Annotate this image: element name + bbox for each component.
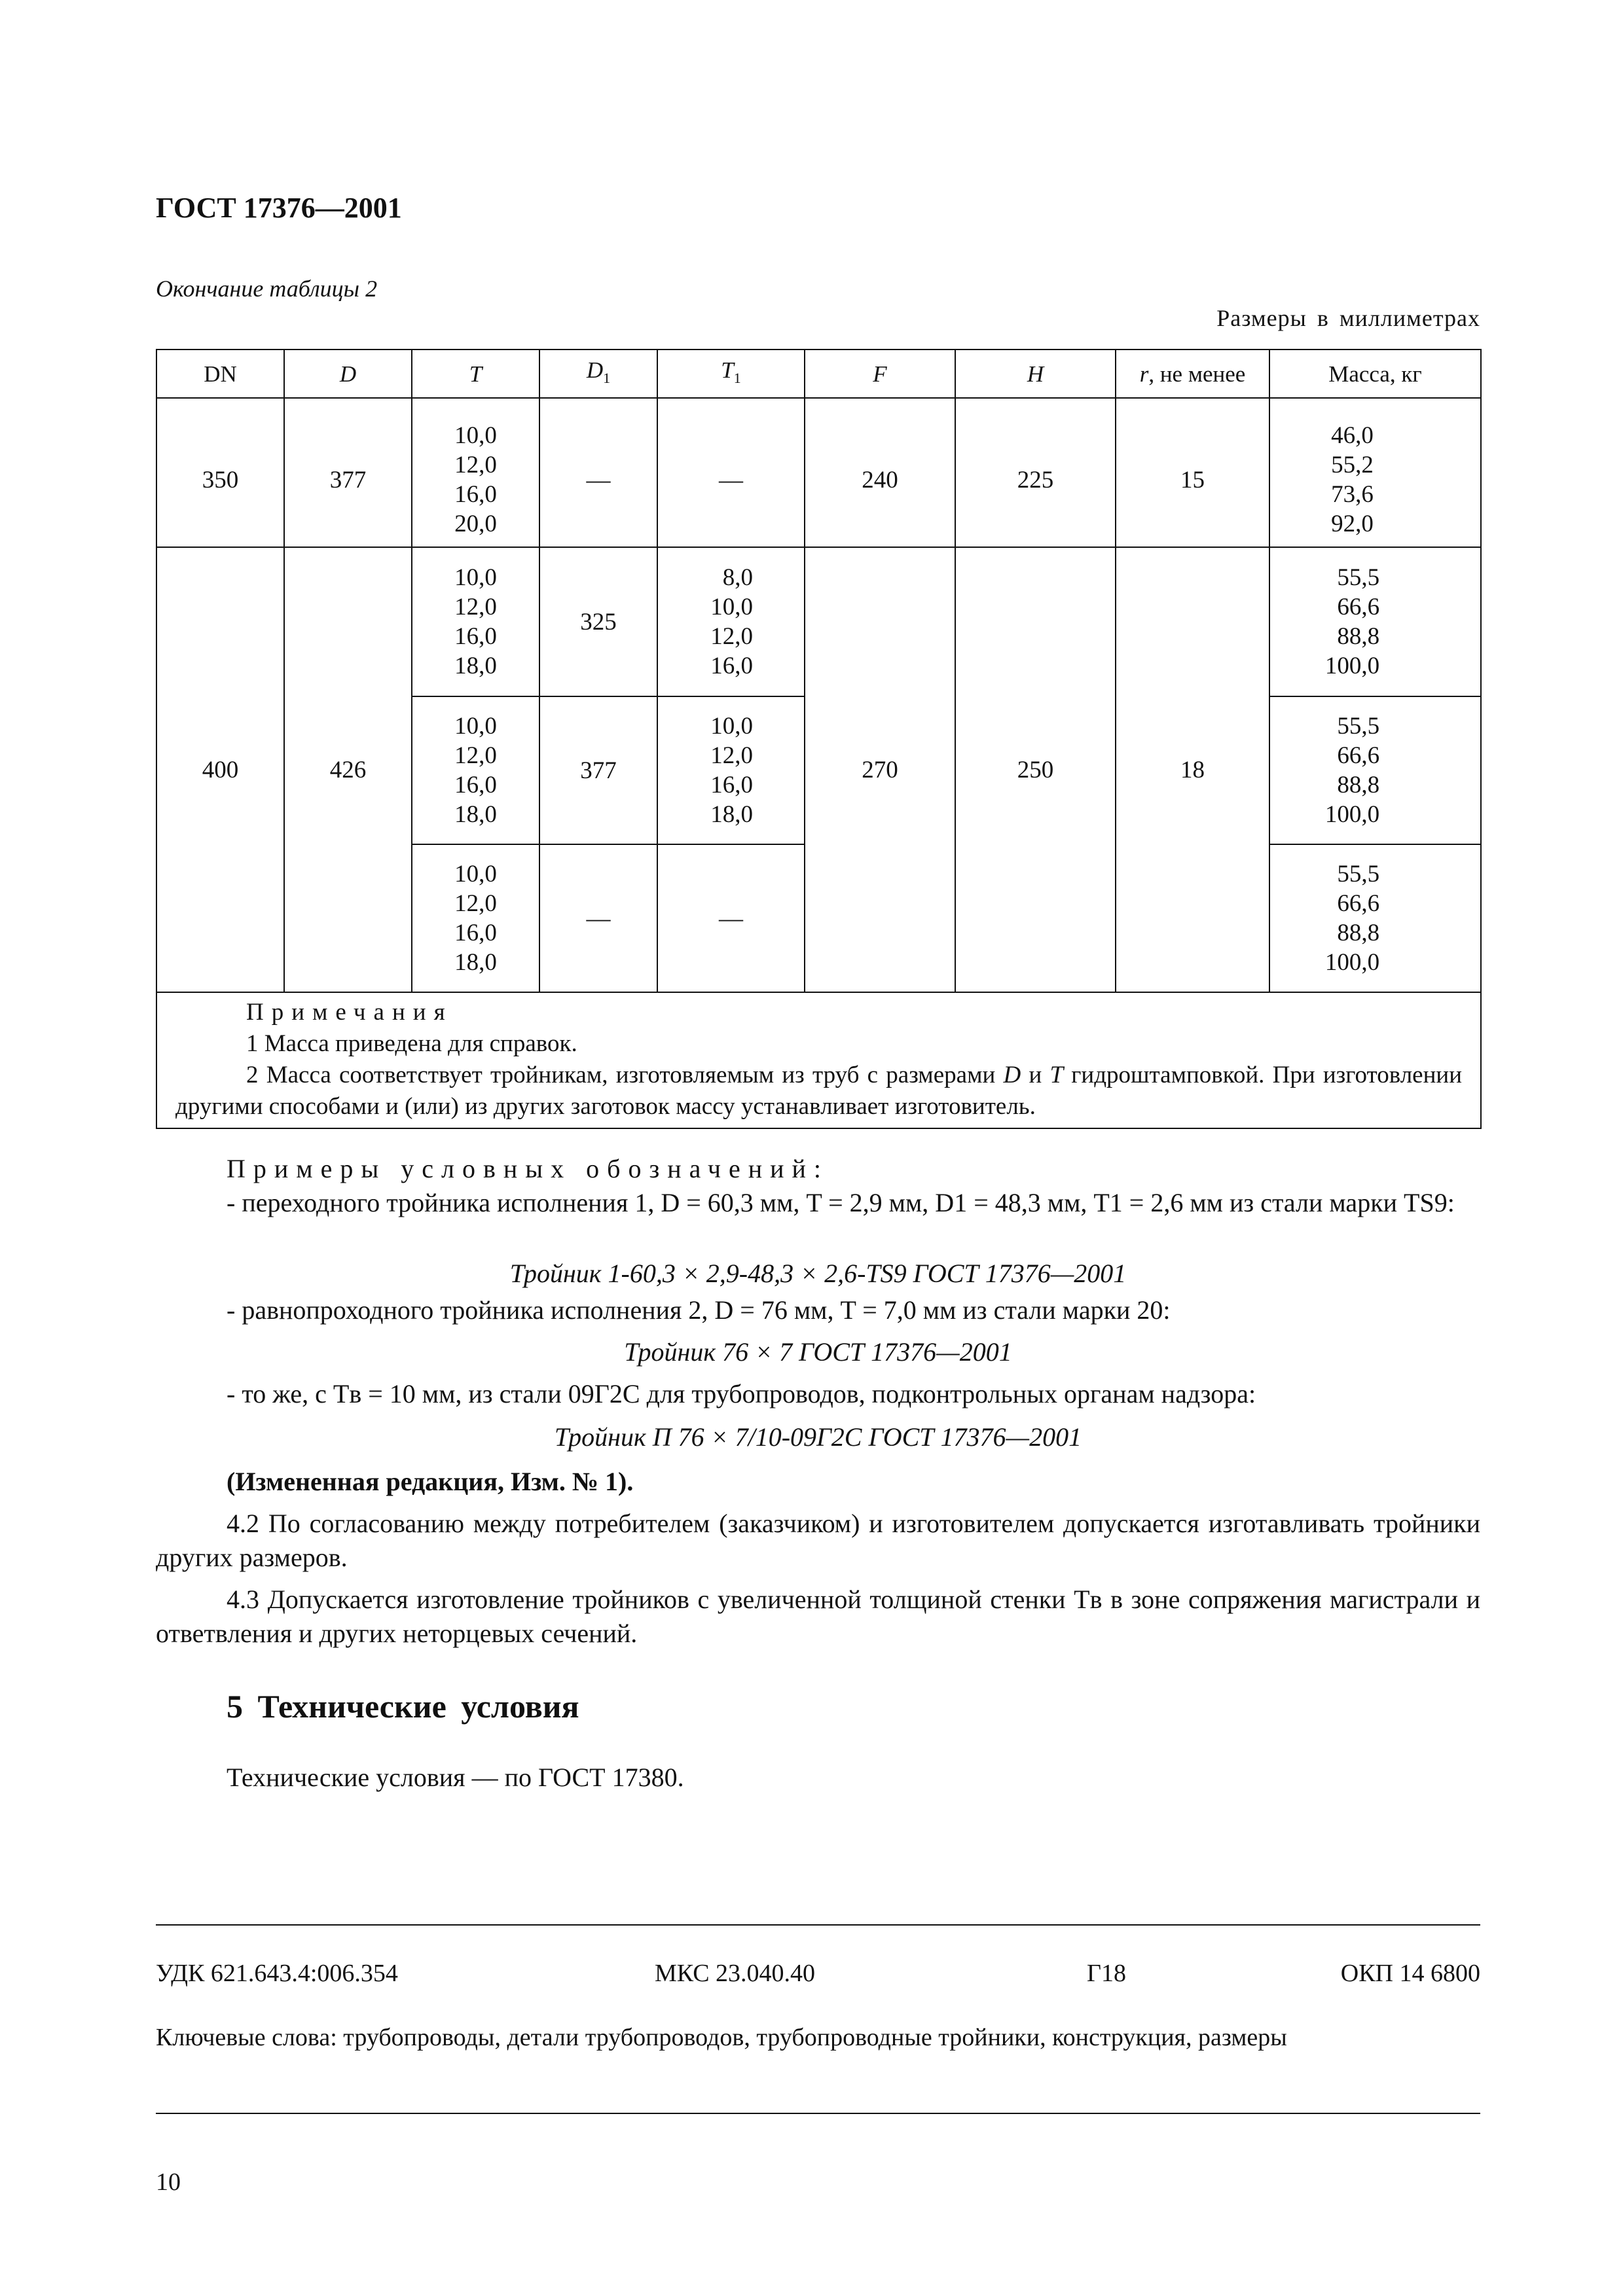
examples-title: Примеры условных обозначений: bbox=[227, 1154, 830, 1183]
table-row-350 bbox=[156, 413, 1481, 547]
cell-t: 10,0 12,0 16,0 20,0 bbox=[412, 413, 539, 547]
example-1: - переходного тройника исполнения 1, D = 60,3 мм, T = 2,9 мм, D1 = 48,3 мм, T1 = 2,6 мм из стали марки TS9: bbox=[227, 1188, 1455, 1217]
cell-d1: 325 bbox=[539, 547, 657, 696]
footer-group: Г18 bbox=[1087, 1960, 1126, 1987]
note-1: 1 Масса приведена для справок. bbox=[246, 1030, 577, 1057]
cell-t: 10,0 12,0 16,0 18,0 bbox=[412, 844, 539, 992]
example-3-code: Тройник П 76 × 7/10-09Г2С ГОСТ 17376—2001 bbox=[554, 1422, 1082, 1452]
section-5-text: Технические условия — по ГОСТ 17380. bbox=[227, 1763, 684, 1792]
example-3: - то же, с Tв = 10 мм, из стали 09Г2С для трубопроводов, подконтрольных органам надзора: bbox=[227, 1379, 1256, 1408]
header-h: H bbox=[955, 350, 1116, 398]
cell-r: 15 bbox=[1116, 413, 1269, 547]
table-units: Размеры в миллиметрах bbox=[1216, 305, 1480, 331]
header-dn: DN bbox=[156, 350, 284, 398]
cell-dn: 350 bbox=[156, 413, 284, 547]
cell-dn: 400 bbox=[156, 547, 284, 992]
footer-rule-bottom bbox=[156, 2113, 1480, 2114]
table-notes bbox=[156, 992, 1481, 1128]
table-notes-row bbox=[156, 992, 1481, 1128]
example-1-code: Тройник 1-60,3 × 2,9-48,3 × 2,6-TS9 ГОСТ 17376—2001 bbox=[509, 1259, 1127, 1288]
header-t: T bbox=[412, 350, 539, 398]
cell-d1: — bbox=[539, 844, 657, 992]
standard-number: ГОСТ 17376—2001 bbox=[156, 192, 402, 224]
cell-t1: 8,0 10,0 12,0 16,0 bbox=[657, 547, 805, 696]
header-t1: $T_1$ bbox=[657, 350, 805, 398]
footer-rule-top bbox=[156, 1924, 1480, 1926]
dimensions-table bbox=[156, 349, 1482, 1129]
example-2: - равнопроходного тройника исполнения 2, D = 76 мм, T = 7,0 мм из стали марки 20: bbox=[227, 1295, 1171, 1325]
footer-okp: ОКП 14 6800 bbox=[1340, 1960, 1480, 1987]
amendment-note: (Измененная редакция, Изм. № 1). bbox=[227, 1467, 634, 1496]
cell-d: 426 bbox=[284, 547, 412, 992]
cell-mass: 46,0 55,2 73,6 92,0 bbox=[1269, 413, 1481, 547]
example-2-code: Тройник 76 × 7 ГОСТ 17376—2001 bbox=[624, 1337, 1012, 1367]
header-f: F bbox=[805, 350, 955, 398]
section-5-heading: 5 Технические условия bbox=[227, 1688, 579, 1725]
cell-d1: — bbox=[539, 413, 657, 547]
cell-mass: 55,5 66,6 88,8 100,0 bbox=[1269, 696, 1481, 844]
cell-d1: 377 bbox=[539, 696, 657, 844]
footer-mks: МКС 23.040.40 bbox=[655, 1960, 816, 1987]
cell-t1: — bbox=[657, 413, 805, 547]
header-r: r, не менее bbox=[1116, 350, 1269, 398]
cell-f: 270 bbox=[805, 547, 955, 992]
cell-d: 377 bbox=[284, 413, 412, 547]
cell-t: 10,0 12,0 16,0 18,0 bbox=[412, 696, 539, 844]
table-header-row bbox=[156, 350, 1481, 398]
cell-mass: 55,5 66,6 88,8 100,0 bbox=[1269, 547, 1481, 696]
page-number: 10 bbox=[156, 2168, 181, 2196]
footer-keywords: Ключевые слова: трубопроводы, детали трубопроводов, трубопроводные тройники, конструкция, размеры bbox=[156, 2024, 1287, 2051]
cell-r: 18 bbox=[1116, 547, 1269, 992]
clause-4-3: 4.3 Допускается изготовление тройников с увеличенной толщиной стенки Tв в зоне сопряжения магистрали и ответвления и других неторцевых сечений. bbox=[156, 1585, 1480, 1648]
cell-h: 250 bbox=[955, 547, 1116, 992]
cell-h: 225 bbox=[955, 413, 1116, 547]
cell-t: 10,0 12,0 16,0 18,0 bbox=[412, 547, 539, 696]
cell-t1: 10,0 12,0 16,0 18,0 bbox=[657, 696, 805, 844]
table-row-400-a bbox=[156, 547, 1481, 696]
cell-t1: — bbox=[657, 844, 805, 992]
header-d: D bbox=[284, 350, 412, 398]
header-d1: $D_1$ bbox=[539, 350, 657, 398]
footer-udk: УДК 621.643.4:006.354 bbox=[156, 1960, 398, 1987]
clause-4-2: 4.2 По согласованию между потребителем (заказчиком) и изготовителем допускается изготавливать тройники других размеров. bbox=[156, 1509, 1480, 1572]
table-continuation-caption: Окончание таблицы 2 bbox=[156, 276, 378, 302]
notes-title: Примечания bbox=[246, 999, 453, 1026]
cell-mass: 55,5 66,6 88,8 100,0 bbox=[1269, 844, 1481, 992]
cell-f: 240 bbox=[805, 413, 955, 547]
header-mass: Масса, кг bbox=[1269, 350, 1481, 398]
note-2: 2 Масса соответствует тройникам, изготовляемым из труб с размерами D и T гидроштамповкой. При изготовлении другими способами и (или) из других заготовок массу устанавливает изготовитель. bbox=[175, 1062, 1463, 1120]
